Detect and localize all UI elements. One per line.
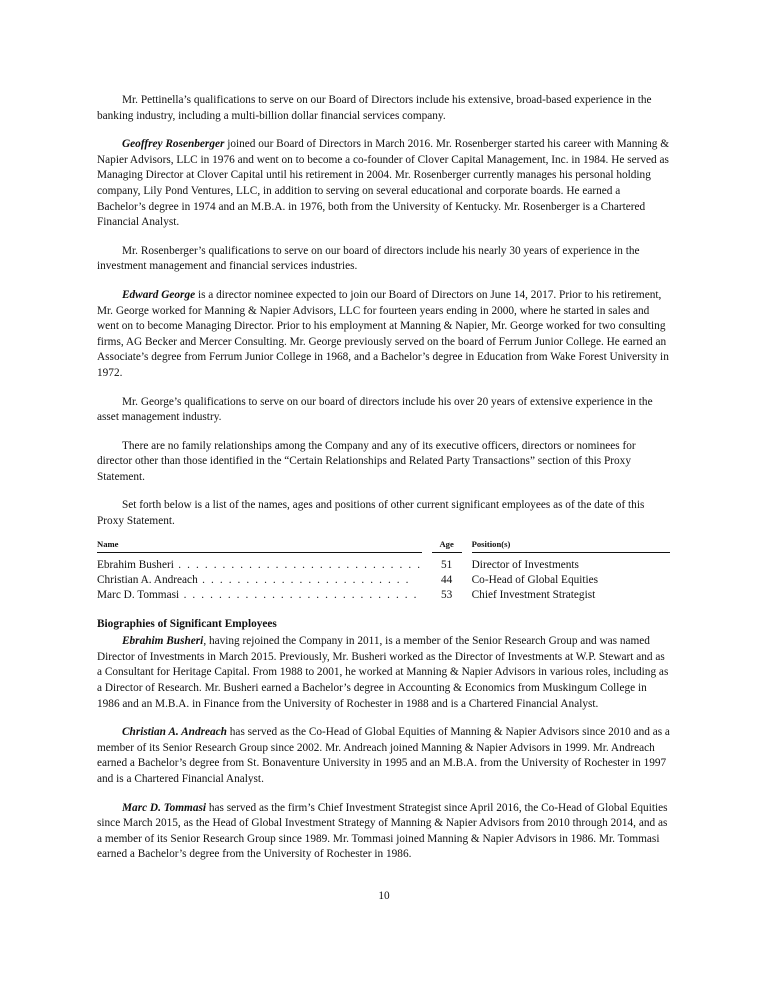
dot-leader: . . . . . . . . . . . . . . . . . . . . . . . .	[197, 573, 411, 586]
dot-leader: . . . . . . . . . . . . . . . . . . . . . . . . . . . .	[173, 558, 422, 571]
employee-name: Ebrahim Busheri	[97, 558, 174, 571]
paragraph-family-relationships: There are no family relationships among the Company and any of its executive officers, directors or nominees for director other than those identified in the “Certain Relationships and Related Party Transactions” section of this Proxy Statement.	[97, 439, 636, 483]
paragraph-rosenberger-qualifications: Mr. Rosenberger’s qualifications to serve on our board of directors include his nearly 30 years of experience in the investment management and financial services industries.	[97, 244, 640, 273]
andreach-name: Christian A. Andreach	[122, 726, 227, 739]
paragraph-george-bio	[97, 288, 670, 382]
header-name: Name	[97, 538, 422, 553]
paragraph-pettinella-qualifications: Mr. Pettinella’s qualifications to serve on our Board of Directors include his extensive, broad-based experience in the banking industry, including a multi-billion dollar financial services company.	[97, 94, 652, 122]
paragraph-tommasi-bio	[97, 801, 670, 863]
andreach-bio-text: has served as the Co-Head of Global Equities of Manning & Napier Advisors since 2010 and as a member of its Senior Research Group since 2002. Mr. Andreach joined Manning & Napier Advisors in 1999. Mr. Andreach earned a Bachelor’s degree from St. Bonaventure University in 1995 and an M.B.A. from the University of Rochester in 1997 and is a Chartered Financial Analyst.	[97, 726, 670, 785]
tommasi-bio-text: has served as the firm’s Chief Investment Strategist since April 2016, the Co-Head of Global Equities since March 2015, as the Head of Global Investment Strategy of Manning & Napier Advisors from 2010 through 2014, and as a member of its Senior Research Group since 1989. Mr. Tommasi joined Manning & Napier Advisors in 1986. Mr. Tommasi earned a Bachelor’s degree from the University of Rochester in 1986.	[97, 801, 668, 861]
header-position: Position(s)	[472, 538, 670, 553]
employee-position: Chief Investment Strategist	[471, 588, 596, 601]
paragraph-george-qualifications: Mr. George’s qualifications to serve on our board of directors include his over 20 years of extensive experience in the asset management industry.	[97, 395, 653, 424]
rosenberger-name: Geoffrey Rosenberger	[122, 138, 225, 151]
employee-position: Co-Head of Global Equities	[471, 573, 599, 586]
header-age: Age	[432, 538, 462, 553]
paragraph-andreach-bio	[97, 725, 670, 787]
employee-position: Director of Investments	[471, 558, 579, 571]
employee-name: Marc D. Tommasi	[97, 588, 180, 601]
busheri-bio-text: , having rejoined the Company in 2011, is a member of the Senior Research Group and was named Director of Investments in March 2015. Previously, Mr. Busheri worked as the Director of Investments at W.P. Stewart and as a Consultant for Heritage Capital. From 1988 to 2001, he worked at Manning & Napier Advisors in various roles, including as a Director of Research. Mr. Busheri earned a Bachelor’s degree in Accounting & Economics from Muskingum College in 1986 and an M.B.A. in Finance from the University of Rochester in 1988 and is a Chartered Financial Analyst.	[97, 635, 669, 710]
employee-age: 44	[440, 573, 453, 586]
employee-age: 51	[440, 558, 453, 571]
document-page	[97, 93, 670, 876]
busheri-name: Ebrahim Busheri	[122, 635, 204, 648]
table-row	[97, 573, 670, 588]
table-header-row	[97, 538, 670, 553]
dot-leader: . . . . . . . . . . . . . . . . . . . . . . . . . . .	[179, 588, 419, 601]
employee-age: 53	[440, 588, 453, 601]
paragraph-employees-intro: Set forth below is a list of the names, ages and positions of other current significant employees as of the date of this Proxy Statement.	[97, 499, 645, 528]
employee-name-cell	[97, 588, 422, 603]
tommasi-name: Marc D. Tommasi	[122, 801, 207, 814]
employee-name-cell	[97, 573, 422, 588]
employees-table	[97, 538, 670, 603]
rosenberger-bio-text: joined our Board of Directors in March 2016. Mr. Rosenberger started his career with Manning & Napier Advisors, LLC in 1976 and went on to become a co-founder of Clover Capital Management, Inc. in 1984. He served as Managing Director at Clover Capital until his retirement in 2004. Mr. Rosenberger currently manages his personal holding company, Lily Pond Ventures, LLC, in addition to serving on several educational and corporate boards. He earned a Bachelor’s degree in 1974 and an M.B.A. in 1976, both from the University of Kentucky. Mr. Rosenberger is a Chartered Financial Analyst.	[97, 138, 670, 229]
employee-name-cell	[97, 552, 422, 573]
page-number: 10	[378, 890, 390, 902]
george-name: Edward George	[122, 288, 196, 301]
george-bio-text: is a director nominee expected to join our Board of Directors on June 14, 2017. Prior to his retirement, Mr. George worked for Manning & Napier Advisors, LLC for fourteen years ending in 2000, where he started in sales and went on to become Managing Director. Prior to his employment at Manning & Napier, Mr. George worked for two consulting firms, AG Becker and Mercer Consulting. Mr. George previously served on the board of Ferrum Junior College. He earned an Associate’s degree from Ferrum Junior College in 1968, and a Bachelor’s degree in Education from Wake Forest University in 1972.	[97, 288, 669, 379]
table-row	[97, 552, 670, 573]
paragraph-busheri-bio	[97, 634, 670, 712]
table-row	[97, 588, 670, 603]
employee-name: Christian A. Andreach	[97, 573, 198, 586]
biographies-heading: Biographies of Significant Employees	[97, 617, 277, 630]
paragraph-rosenberger-bio	[97, 137, 670, 231]
